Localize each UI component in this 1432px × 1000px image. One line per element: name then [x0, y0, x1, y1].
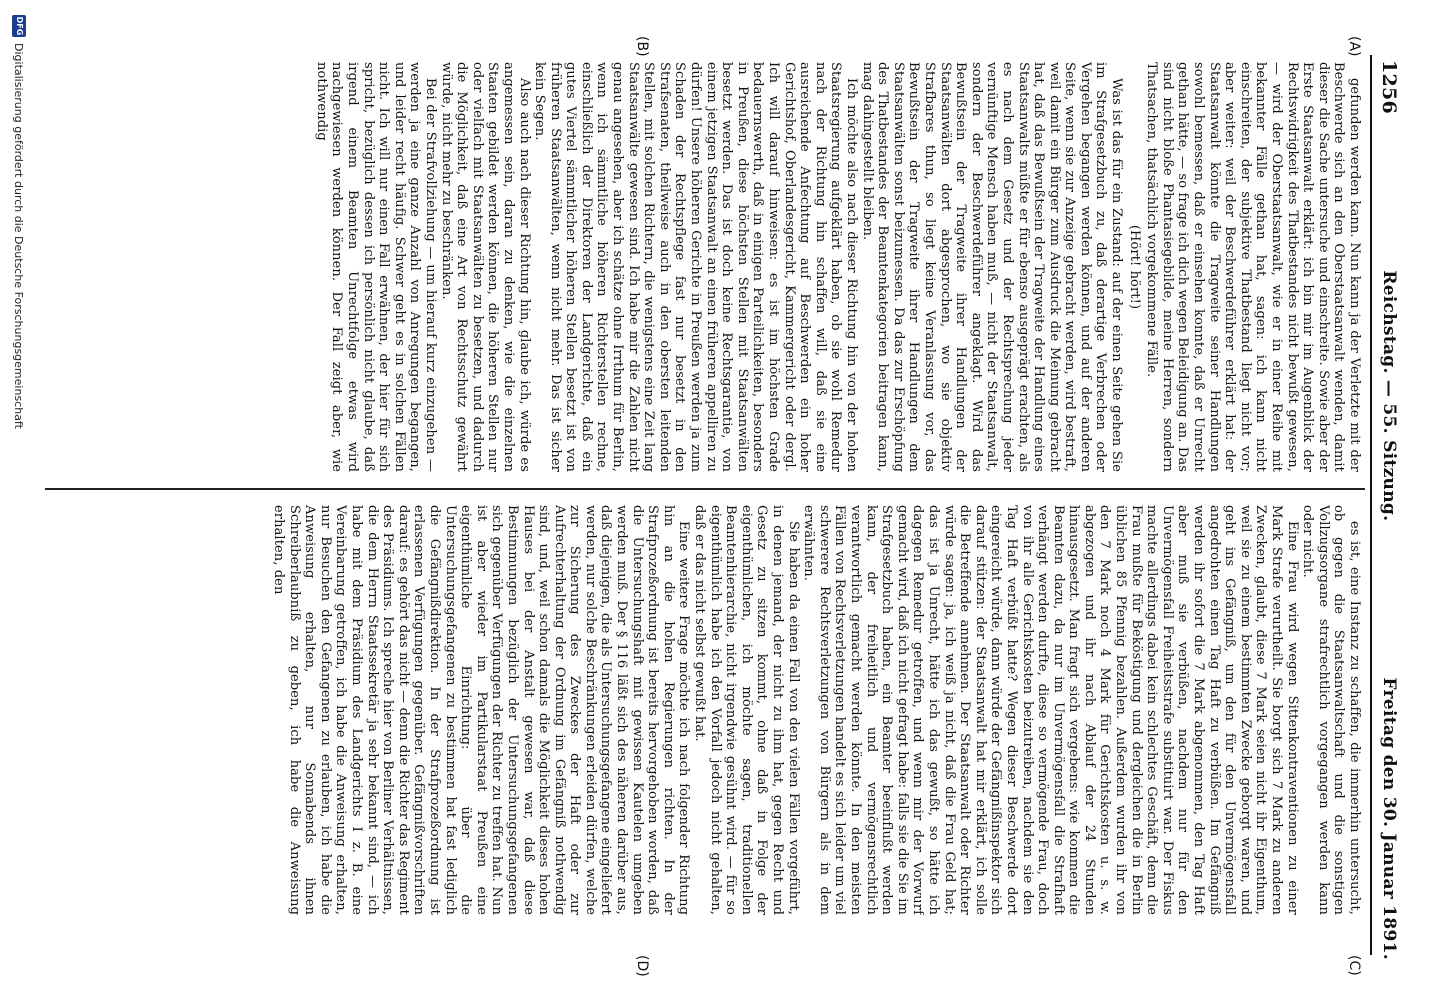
left-text-column [52, 62, 1362, 472]
paragraph: Also auch nach dieser Richtung hin, glaube ich, würde es angemessen sein, daran zu denken, wie die einzelnen Staaten gebildet werden können, die höheren Stellen nur oder vielfach mit Staatsanwälten zu besetzen, und dadurch die Möglichkeit, daß eine Art von Rechtsschutz gewährt würde, nicht mehr zu beschränken. [438, 62, 532, 472]
credit-text: Digitalisierung gefördert durch die Deutsche Forschungsgemeinschaft [12, 43, 26, 429]
paragraph: es ist, eine Instanz zu schaffen, die immerhin untersucht, ob gegen die Staatsanwaltschaft und die sonstigen Vollzugsorgane strafrechtlich vorgegangen werden kann oder nicht. [1300, 505, 1362, 915]
paragraph: Sie haben da einen Fall von den vielen Fällen vorgeführt, in denen jemand, der nicht zu ihm hat, gegen Recht und Gesetz zu sitzen kommt, ohne daß in Folge der eigenthümlichen, ich möchte sagen, traditionellen Beamtenhierarchie, nicht irgendwie gesühnt wird. — für so eigenthümlich habe ich den Vorfall jedoch nicht gehalten, daß er das nicht selbst gewußt hat. [692, 505, 801, 915]
digitization-credit [8, 15, 30, 995]
interjection: (Hört! hört!) [1126, 224, 1142, 310]
margin-marker-d: (D) [634, 955, 650, 977]
margin-marker-a: (A) [1346, 36, 1362, 57]
margin-marker-c: (C) [1346, 955, 1362, 976]
margin-marker-b: (B) [634, 36, 650, 57]
session-date: Freitag den 30. Januar 1891. [1379, 677, 1399, 960]
paragraph: Bei der Strafvollziehung — um hierauf kurz einzugehen — werden ja eine ganze Anzahl von Anregungen begangen, und leider recht häufig. Schwer geht es in solchen Fällen nicht. Ich will nur einen Fall erwähnen, der hier für sich spricht, bezüglich dessen ich persönlich nicht glaube, daß irgend einem Beamten Unrechtfolge etwas wird nachgewiesen werden können. Der Fall zeigt aber, wie nothwendig [313, 62, 438, 472]
paragraph: gefunden werden kann. Nun kann ja der Verletzte mit der Beschwerde sich an den Oberstaatsanwalt wenden, damit dieser die Sache untersuche und einschreite. Sowie aber der Erste Staatsanwalt erklärt: ich bin mir im Augenblick der Rechtswidrigkeit des Thatbestandes nicht bewußt gewesen, — wird der Oberstaatsanwalt, wie er in einer Reihe mit bekannter Fälle gethan hat, sagen: ich kann nicht einschreiten, der subjektive Thatbestand liegt nicht vor; aber weiter: weil der Beschwerdeführer erklärt hat: der Staatsanwalt könnte die Tragweite seiner Handlungen sowohl bemessen, daß er einsehen konnte, daß er Unrecht gethan hätte, — so frage ich dich wegen Beleidigung an. Das sind nicht bloße Phantasiegebilde, meine Herren, sondern Thatsachen, thatsächlich vorgekommene Fälle. [1144, 62, 1362, 472]
page-header [1376, 60, 1402, 960]
paragraph: Eine Frau wird wegen Sittenkontraventionen zu einer Mark Strafe verurtheilt. Sie borgt sich 7 Mark zu anderen Zwecken, glaubt, diese 7 Mark seien nicht ihr Eigenthum, weil sie zu einem bestimmten Zwecke geborgt waren, und geht ins Gefängniß, um den für den Unvermögensfall angedrohten einen Tag Haft zu verbüßen. Im Gefängniß werden ihr sofort die 7 Mark abgenommen, den Tag Haft aber muß sie verbüßen, nachdem nur für den Unvermögensfall Freiheitsstrafe substituirt war. Der Fiskus machte allerdings dabei kein schlechtes Geschäft, denn die Frau mußte für Beköstigung und dergleichen die in Berlin üblichen 85 Pfennig bezahlen. Außerdem wurden ihr von den 7 Mark noch 4 Mark für Gerichtskosten u. s. w. abgezogen und ihr nach Ablauf der 24 Stunden hinausgesetzt. Man fragt sich vergebens: wie kommen die Beamten dazu, da nur im Unvermögensfall die Strafhaft verhängt werden durfte, diese so vermögende Frau, doch von ihr alle Gerichtskosten beizutreiben, nachdem sie den Tag Haft verbüßt hatte? Wegen dieser Beschwerde dort eingereicht würde, dann würde der Gefängnißinspektor sich darauf stützen: der Staatsanwalt hat mir erklärt, ich solle die Betreffende annehmen. Der Staatsanwalt oder Richter würde sagen: ja, ich weiß ja nicht, daß die Frau Geld hat; das ist ja Unrecht, hätte ich das gewußt, so hätte ich dagegen Remedur getroffen, und wenn mir der Vorwurf gemacht wird, daß ich nicht gefragt habe: falls sie die Sie im Strafgesetzbuch haben, ein Beamter beeinflußt werden kann, der freiheitlich und vermögensrechtlich verantwortlich gemacht werden könnte. In den meisten Fällen von Rechtsverletzungen handelt es sich leider um viel schwerere Rechtsverletzungen von Bürgern als in dem erwähnten. [801, 505, 1300, 915]
dfg-logo: DFG [12, 15, 26, 37]
paragraph: Was ist das für ein Zustand: auf der einen Seite gehen Sie im Strafgesetzbuch zu, daß derartige Verbrechen oder Vergehen begangen werden können, und auf der anderen Seite, wenn sie zur Anzeige gebracht werden, wird bestraft, weil damit ein Bürger zum Ausdruck die Meinung gebracht hat, daß das Bewußtsein der Tragweite der Handlung eines Staatsanwalts müßte er für ebenso ausgeprägt erachten, als es nach dem Gesetz und der Rechtsprechung jeder vernünftige Mensch haben muß, — nicht der Staatsanwalt, sondern der Beschwerdeführer angeklagt. Wird das Bewußtsein der Tragweite ihrer Handlungen der Staatsanwälten dort abgesprochen, wo sie objektiv Strafbares thun, so liegt keine Veranlassung vor, das Bewußtsein der Tragweite ihrer Handlungen dem Staatsanwälten sonst beizumessen. Da das zur Erschöpfung des Thatbestandes der Beamtenkategorien beitragen kann, mag dahingestellt bleiben. [859, 62, 1125, 472]
right-text-column [52, 505, 1362, 915]
header-rule [1370, 55, 1372, 955]
paragraph: Eine weitere Frage möchte ich nach folgender Richtung hin an die hohen Regierungen richten. In der Strafprozeßordnung ist bereits hervorgehoben worden, daß die Untersuchungshaft mit gewissen Kautelen umgeben werden muß. Der § 116 läßt sich des näheren darüber aus, daß diejenigen, die als Untersuchungsgefangene eingeliefert werden, nur solche Beschränkungen erleiden dürfen, welche zur Sicherung des Zweckes der Haft oder zur Aufrechterhaltung der Ordnung im Gefängniß nothwendig sind, und, weil schon damals die Möglichkeit dieses hohen Hauses bei der Anstalt gewesen war, daß diese Bestimmungen bezüglich der Untersuchungsgefangenen sich gegenüber Verfügungen der Richter zu treffen hat. Nun ist aber wieder im Partikularstaat Preußen eine eigenthümliche Einrichtung: über die Untersuchungsgefangenen zu bestimmen hat fast lediglich die Gefängnißdirektion. In der Strafprozeßordnung ist erlassenen Verfügungen gegenüber. Gefängnißvorschriften darauf: es gehört das nicht — denn die Richter das Regiment des Präsidiums. Ich spreche hier von Berliner Verhältnissen, die dem Herrn Staatssekretär ja sehr bekannt sind, — ich habe mit dem Präsidium des Landgerichts I z. B. eine Vereinbarung getroffen, ich habe die Anweisung erhalten, nur Besuchen den Gefangenen zu erlauben, ich habe die Anweisung erhalten, nur Sonnabends ihnen Schreiberlaubniß zu geben, ich habe die Anweisung erhalten, den [271, 505, 692, 915]
page-number: 1256 [1378, 60, 1400, 115]
paragraph: Ich möchte also nach dieser Richtung hin von der hohen Staatsregierung aufgeklärt haben, ob sie wohl Remedur nach der Richtung hin schaffen will, daß sie eine ausreichende Anfechtung auf Beschwerden ein hoher Gerichtshof, Oberlandesgericht, Kammergericht oder dergl. Ich will darauf hinweisen: es ist im höchsten Grade bedauernswerth, daß in einigen Parteilichkeiten, besonders in Preußen, diese höchsten Stellen mit Staatsanwälten besetzt werden. Das ist doch keine Rechtsgarantie, von einem jetzigen Staatsanwalt an einen früheren appelliren zu dürfen! Unsere höheren Gerichte in Preußen werden ja zum Schaden der Rechtspflege fast nur besetzt in den Strafsenaten, theilweise auch in den obersten leitenden Stellen, mit solchen Richtern, die wenigstens eine Zeit lang Staatsanwälte gewesen sind. Ich habe mir die Zahlen nicht genau angesehen, aber ich schätze ohne Irrthum für Berlin, wenn ich sämmtliche höheren Richterstellen rechne, einschließlich der Direktoren der Landgerichte, daß ein gutes Viertel sämmtlicher höheren Stellen besetzt ist von früheren Staatsanwälten, wenn nicht mehr. Das ist sicher kein Segen. [532, 62, 859, 472]
session-title: Reichstag. — 55. Sitzung. [1379, 270, 1399, 522]
column-divider [45, 488, 1365, 490]
